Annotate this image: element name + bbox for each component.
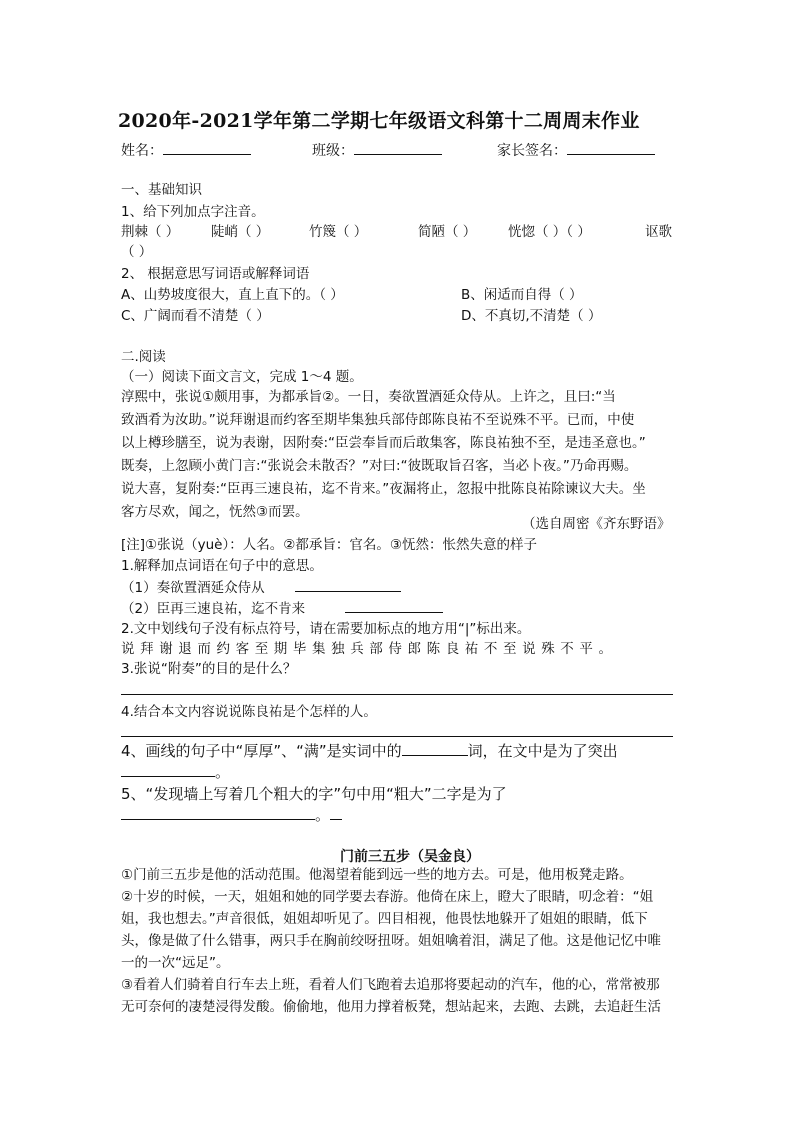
q2-option-b: B、闲适而自得（ ） <box>461 287 583 303</box>
section2-q4b <box>121 741 618 761</box>
q4b-continued <box>121 762 230 782</box>
section2-q1-a <box>121 577 401 598</box>
passage-source: （选自周密《齐东野语》 <box>522 516 671 532</box>
q5-continued <box>121 805 342 825</box>
q1-a-blank[interactable] <box>295 577 401 592</box>
q4b-end: 。 <box>215 763 231 781</box>
story-line: ③看着人们骑着自行车去上班，看着人们飞跑着去追那将要起动的汽车，他的心，常常被那 <box>121 977 660 993</box>
story-line: 头，像是做了什么错事，两只手在胸前绞呀扭呀。姐姐噙着泪，满足了他。这是他记忆中唯 <box>121 933 661 949</box>
q2-option-d: D、不真切,不清楚（ ） <box>461 308 602 324</box>
parent-label: 家长签名： <box>497 143 567 159</box>
q1-item: 竹篾（ ） <box>309 224 368 240</box>
q1-item: 简陋（ ） <box>418 224 477 240</box>
q1-b-blank[interactable] <box>345 598 443 613</box>
parent-info <box>497 140 655 161</box>
q1-a-text: （1）奏欲置酒延众侍从 <box>121 580 265 596</box>
q4b-text-post: 词，在文中是为了突出 <box>467 742 618 760</box>
section2-heading: 二.阅读 <box>121 349 166 365</box>
q1-item: 荆棘（ ） <box>121 224 180 240</box>
q1-item: 恍惚（ ）（ ） <box>508 224 591 240</box>
student-info-row <box>121 140 251 161</box>
passage-line: 致酒肴为汝助。”说拜谢退而约客至期毕集独兵部侍郎陈良祐不至说殊不平。已而，中使 <box>121 412 635 428</box>
section1-q2: 2、 根据意思写词语或解释词语 <box>121 266 310 282</box>
section1-heading: 一、基础知识 <box>121 182 202 198</box>
q5-blank-tail <box>330 805 342 820</box>
section1-q1: 1、给下列加点字注音。 <box>121 204 265 220</box>
q4-answer-line[interactable] <box>121 736 673 737</box>
class-info <box>312 140 442 161</box>
q1-item: 陡峭（ ） <box>211 224 270 240</box>
q1-item-continued: （ ） <box>121 244 153 260</box>
q4b-blank[interactable] <box>402 741 468 756</box>
class-blank[interactable] <box>354 140 442 155</box>
q5-blank[interactable] <box>121 805 315 820</box>
story-line: ①门前三五步是他的活动范围。他渴望着能到远一些的地方去。可是，他用板凳走路。 <box>121 867 633 883</box>
parent-blank[interactable] <box>567 140 655 155</box>
section2-q5: 5、“发现墙上写着几个粗大的字”句中用“粗大”二字是为了 <box>121 785 507 803</box>
section2-sub1: （一）阅读下面文言文，完成 1～4 题。 <box>121 369 363 385</box>
passage-line: 淳熙中，张说①颇用事，为都承旨②。一日，奏欲置酒延众侍从。上许之，且曰:“当 <box>121 389 616 405</box>
section2-q3: 3.张说“附奏”的目的是什么？ <box>121 661 297 677</box>
q2-sentence: 说拜谢退而约客至期毕集独兵部侍郎陈良祐不至说殊不平。 <box>121 641 618 657</box>
story-line: ②十岁的时候，一天，姐姐和她的同学要去春游。他倚在床上，瞪大了眼睛，叨念着：“姐 <box>121 889 654 905</box>
q5-end: 。 <box>315 806 331 824</box>
name-blank[interactable] <box>163 140 251 155</box>
q2-option-a: A、山势坡度很大，直上直下的。（ ） <box>121 287 344 303</box>
q4b-blank-2[interactable] <box>121 762 215 777</box>
story-line: 无可奈何的凄楚浸得发酸。偷偷地，他用力撑着板凳，想站起来，去跑、去跳，去追赶生活 <box>121 999 661 1015</box>
q1-item: 讴歌 <box>645 224 672 240</box>
class-label: 班级： <box>312 143 354 159</box>
passage-line: 既奏，上忽顾小黄门言:“张说会未散否？”对曰:“彼既取旨召客，当必卜夜。”乃命再赐。 <box>121 458 638 474</box>
passage-line: 以上樽珍膳至，说为表谢，因附奏:“臣尝奉旨而后敢集客，陈良祐独不至，是违圣意也。” <box>121 435 646 451</box>
story-line: 一的一次“远足”。 <box>121 955 230 971</box>
story-line: 姐，我也想去。”声音很低，姐姐却听见了。四目相视，他畏怯地躲开了姐姐的眼睛，低下 <box>121 911 648 927</box>
q2-option-c: C、广阔而看不清楚（ ） <box>121 308 270 324</box>
q1-b-text: （2）臣再三速良祐，迄不肯来 <box>121 601 306 617</box>
section2-q1-b <box>121 598 443 619</box>
q4b-text: 4、画线的句子中“厚厚”、“满”是实词中的 <box>121 742 402 760</box>
q3-answer-line[interactable] <box>121 694 673 695</box>
section2-q1: 1.解释加点词语在句子中的意思。 <box>121 558 323 574</box>
passage-line: 客方尽欢，闻之，怃然③而罢。 <box>121 504 309 520</box>
passage-line: 说大喜，复附奏:“臣再三速良祐，迄不肯来。”夜漏将止，忽报中批陈良祐除谏议大夫。坐 <box>121 481 646 497</box>
section2-q4: 4.结合本文内容说说陈良祐是个怎样的人。 <box>121 704 377 720</box>
passage-note: [注]①张说（yuè）：人名。②都承旨：官名。③怃然：怅然失意的样子 <box>121 537 537 553</box>
name-label: 姓名： <box>121 143 163 159</box>
story-title: 门前三五步（吴金良） <box>340 849 480 865</box>
page-title: 2020年-2021学年第二学期七年级语文科第十二周周末作业 <box>118 110 640 132</box>
section2-q2: 2.文中划线句子没有标点符号，请在需要加标点的地方用“|”标出来。 <box>121 621 531 637</box>
